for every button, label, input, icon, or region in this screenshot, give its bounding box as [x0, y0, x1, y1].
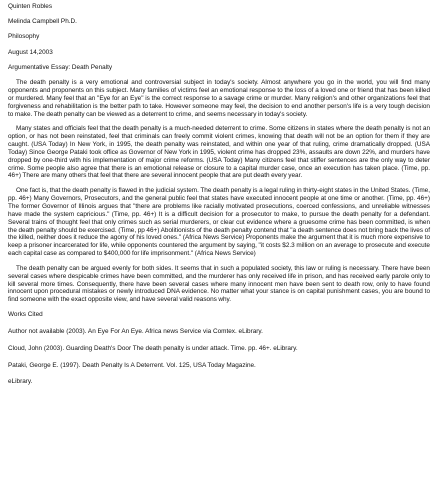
essay-date: August 14,2003	[8, 48, 53, 56]
instructor-name: Melinda Campbell Ph.D.	[8, 18, 77, 26]
body-paragraph-4: The death penalty can be argued evenly for both sides. It seems that in such a populated society, this law or ruling is necessary. There have been several cases where despicable crimes have been committed, and the murderer has only received life in prison, and has received early parole only to kill several more times. Consequently, there have been several cases where many innocent men have been sent to death row, only to have found innocent upon procedural mistakes or newly introduced DNA evidence. No matter what your stance is on capital punishment cases, you are bound to find someone with the exact opposite view, and have several valid reasons why.	[8, 264, 430, 304]
citation-4: eLibrary.	[8, 378, 33, 386]
body-paragraph-3: One fact is, that the death penalty is flawed in the judicial system. The death penalty is a legal ruling in thirty-eight states in the United States. (Time, pp. 46+) Many Governors, Prosecutors, and the general public feel that states have executed innocent people at one time or another. (Time, pp. 46+) The former Governor of Illinois argues that "there are problems like racially motivated prosecutions, coerced confessions, and unreliable witnesses have made the system capricious." (Time, pp. 46+) It is a difficult decision for a prosecutor to make, to pursue the death penalty for a defendant. Several trains of thought feel that only crimes such as serial murderers, or clear cut evidence where a gruesome crime has been committed, is when the death penalty should be exercised. (Time, pp 46+) Abolitionists of the death penalty contend that "a death sentence does not bring back the lives of the killed, neither does it reduce the agony of his loved ones." (Africa News Service) Proponents make the argument that it is much more expensive to keep a prisoner incarcerated for life, while opponents countered the argument by saying, "it costs $2.3 million on an average to prosecute and execute each capital case as compared to $400,000 for life imprisonment." (Africa News Service)	[8, 187, 430, 258]
author-name: Quinten Robles	[8, 3, 53, 10]
citation-2: Cloud, John (2003). Guarding Death's Door The death penalty is under attack. Time. pp. 46+. eLibrary.	[8, 344, 298, 352]
body-paragraph-1: The death penalty is a very emotional and controversial subject in today's society. Almost anywhere you go in the world, you will find many opponents and proponents on this subject. Many families of victims feel an emotional response to the loss of a loved one or friend that has been killed or murdered. Many feel that an "Eye for an Eye" is the correct response to a savage crime or murder. Many religion's and other organizations feel that forgiveness and rehabilitation is the better path to take. However someone may feel, the decision to end another person's life is a very tough decision to make. The death penalty can be viewed as a deterrent to crime, and seems necessary in today's society.	[8, 79, 430, 118]
citation-1: Author not available (2003). An Eye For An Eye. Africa news Service via Comtex. eLibrary.	[8, 327, 263, 335]
essay-title: Argumentative Essay: Death Penalty	[8, 63, 113, 71]
citation-3: Pataki, George E. (1997). Death Penalty Is A Deterrent. Vol. 125, USA Today Magazine.	[8, 361, 256, 369]
body-paragraph-2: Many states and officials feel that the death penalty is a much-needed deterrent to crime. Some citizens in states where the death penalty is not an option, or has not been reinstated, feel that criminals can freely commit violent crimes, knowing that death will not be an option for them if they are caught. (USA Today) In New York, in 1995, the death penalty was reinstated, and within one year of that ruling, crime dramatically dropped. (USA Today) Since George Pataki took office as Governor of New York in 1995, violent crime has dropped 23%, assaults are down 22%, and murders have dropped by one-third with his implementation of major crime reforms. (USA Today) Many citizens feel that stiffer sentences are the only way to deter crime. Some people also agree that there is an emotional release or closure to a capital murder case, once an execution has taken place. (Time, pp. 46+) There are many others that feel that there are several innocent people that are put death every year.	[8, 125, 430, 180]
works-cited-heading: Works Cited	[8, 311, 43, 319]
course-name: Philosophy	[8, 33, 40, 41]
